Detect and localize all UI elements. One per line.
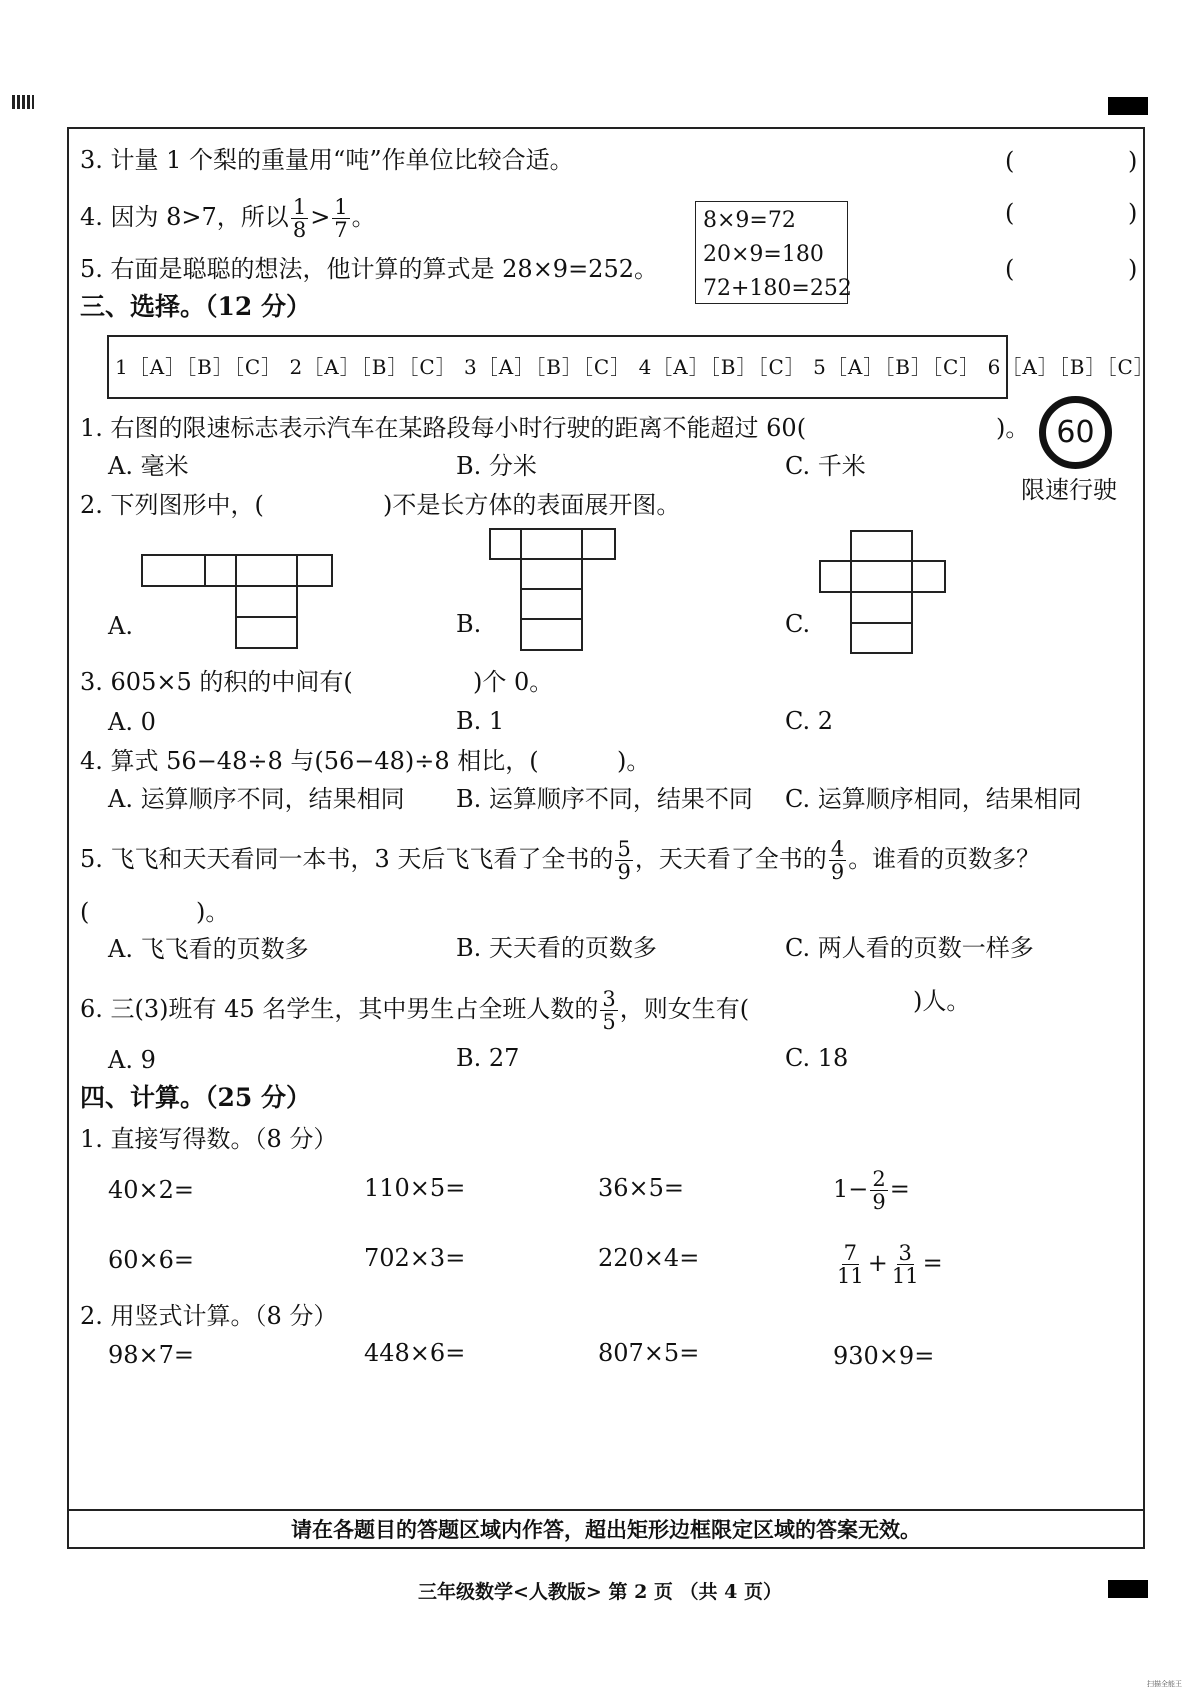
- q4-option-b[interactable]: B. 运算顺序不同，结果不同: [456, 785, 753, 813]
- calc-item-fraction: 1− $\frac{2}{9}$ =: [833, 1167, 910, 1214]
- q6-stem: 6. 三(3)班有 45 名学生，其中男生占全班人数的 $\frac{3}{5}$ ，则女生有(: [80, 987, 750, 1034]
- vertical-calc-item: 807×5=: [598, 1339, 700, 1367]
- speed-limit-number: 60: [1056, 415, 1095, 450]
- q4-option-a[interactable]: A. 运算顺序不同，结果相同: [108, 785, 405, 813]
- q1-option-a[interactable]: A. 毫米: [108, 452, 189, 480]
- q1-option-b[interactable]: B. 分米: [456, 452, 537, 480]
- corner-mark-top-right: [1108, 97, 1148, 115]
- q1-option-c[interactable]: C. 千米: [785, 452, 866, 480]
- notice-divider: [67, 1509, 1145, 1511]
- q6-option-a[interactable]: A. 9: [108, 1046, 156, 1074]
- fraction: $\frac{1}{7}$: [334, 195, 348, 242]
- vertical-calc-item: 98×7=: [108, 1341, 195, 1369]
- net-square: [581, 528, 616, 560]
- q2-stem: 2. 下列图形中，(: [80, 491, 264, 519]
- net-square: [235, 616, 298, 649]
- q4-option-c[interactable]: C. 运算顺序相同，结果相同: [785, 785, 1082, 813]
- calc-item: 36×5=: [598, 1174, 685, 1202]
- q6-end: )人。: [913, 987, 971, 1015]
- net-square: [489, 528, 522, 560]
- net-square: [520, 588, 583, 620]
- q5-option-c[interactable]: C. 两人看的页数一样多: [785, 934, 1034, 962]
- q6-option-b[interactable]: B. 27: [456, 1044, 520, 1072]
- fraction: $\frac{3}{5}$: [602, 987, 616, 1034]
- fraction: $\frac{2}{9}$: [872, 1167, 886, 1214]
- q5-paren: (: [80, 898, 90, 926]
- fraction: $\frac{5}{9}$: [617, 837, 631, 884]
- net-square: [520, 528, 583, 560]
- q3-option-b[interactable]: B. 1: [456, 707, 505, 735]
- section-4-title: 四、计算。（25 分）: [80, 1083, 311, 1112]
- corner-scan-dots: [12, 95, 34, 109]
- net-square: [141, 554, 206, 587]
- judge-item-3: 3. 计量 1 个梨的重量用“吨”作单位比较合适。: [80, 146, 574, 174]
- net-square: [204, 554, 237, 587]
- q1-stem: 1. 右图的限速标志表示汽车在某路段每小时行驶的距离不能超过 60(: [80, 414, 807, 442]
- fraction: $\frac{3}{11}$: [891, 1241, 919, 1288]
- q2-option-a[interactable]: A.: [108, 612, 133, 640]
- judge-item-5: 5. 右面是聪聪的想法，他计算的算式是 28×9=252。: [80, 255, 658, 283]
- q5-option-a[interactable]: A. 飞飞看的页数多: [108, 935, 309, 963]
- q1-end: )。: [996, 414, 1030, 442]
- answer-paren-left: (: [1005, 255, 1015, 283]
- q2-option-c[interactable]: C.: [785, 610, 811, 638]
- net-square: [819, 560, 852, 593]
- net-square: [850, 622, 913, 654]
- net-square: [850, 530, 913, 562]
- section-3-title: 三、选择。（12 分）: [80, 292, 311, 321]
- answer-paren-left: (: [1005, 147, 1015, 175]
- speed-limit-caption: 限速行驶: [1021, 476, 1117, 504]
- calc-item: 110×5=: [364, 1174, 466, 1202]
- q5-option-b[interactable]: B. 天天看的页数多: [456, 934, 657, 962]
- judge-item-4: 4. 因为 8>7，所以 $\frac{1}{8}$ > $\frac{1}{7}$ 。: [80, 195, 376, 242]
- section-4-sub1: 1. 直接写得数。（8 分）: [80, 1125, 338, 1153]
- notice-text: 请在各题目的答题区域内作答，超出矩形边框限定区域的答案无效。: [291, 1517, 921, 1542]
- net-square: [235, 585, 298, 618]
- net-square: [911, 560, 946, 593]
- vertical-calc-item: 448×6=: [364, 1339, 466, 1367]
- net-square: [520, 558, 583, 590]
- section-4-sub2: 2. 用竖式计算。（8 分）: [80, 1302, 338, 1330]
- q3-option-a[interactable]: A. 0: [108, 708, 156, 736]
- speed-limit-sign: [1039, 396, 1112, 469]
- net-square: [235, 554, 298, 587]
- calc-item: 220×4=: [598, 1244, 700, 1272]
- scan-brand-logo: 扫描全能王: [1147, 1680, 1182, 1688]
- net-square: [850, 560, 913, 593]
- q5-stem: 5. 飞飞和天天看同一本书，3 天后飞飞看了全书的 $\frac{5}{9}$ ，天天看了全书的 $\frac{4}{9}$ 。谁看的页数多？: [80, 837, 1041, 884]
- idea-line: 20×9=180: [703, 242, 824, 267]
- q3-option-c[interactable]: C. 2: [785, 707, 834, 735]
- q4-end: )。: [617, 747, 651, 775]
- calc-item: 702×3=: [364, 1244, 466, 1272]
- answer-paren-left: (: [1005, 199, 1015, 227]
- calc-item: 40×2=: [108, 1176, 195, 1204]
- idea-line: 8×9=72: [703, 208, 796, 233]
- idea-line: 72+180=252: [703, 276, 852, 301]
- q3-end: )个 0。: [473, 668, 554, 696]
- net-square: [850, 591, 913, 624]
- fraction: $\frac{4}{9}$: [830, 837, 845, 884]
- vertical-calc-item: 930×9=: [833, 1342, 935, 1370]
- answer-sheet-bubbles[interactable]: 1［A］［B］［C］ 2［A］［B］［C］ 3［A］［B］［C］ 4［A］［B］［C］ 5［A］［B］［C］ 6［A］［B］［C］: [115, 355, 1155, 379]
- answer-paren-right: ): [1128, 147, 1138, 175]
- answer-paren-right: ): [1128, 199, 1138, 227]
- q2-option-b[interactable]: B.: [456, 610, 482, 638]
- q2-end: )不是长方体的表面展开图。: [383, 491, 681, 519]
- answer-paren-right: ): [1128, 255, 1138, 283]
- q3-stem: 3. 605×5 的积的中间有(: [80, 668, 353, 696]
- calc-item-fraction: $\frac{7}{11}$ + $\frac{3}{11}$ =: [837, 1241, 943, 1288]
- q6-option-c[interactable]: C. 18: [785, 1044, 849, 1072]
- net-square: [520, 618, 583, 651]
- judge-4-prefix: 4. 因为 8>7，所以: [80, 203, 289, 231]
- q5-end: )。: [196, 898, 230, 926]
- calc-item: 60×6=: [108, 1246, 195, 1274]
- q4-stem: 4. 算式 56−48÷8 与(56−48)÷8 相比，(: [80, 747, 539, 775]
- fraction: $\frac{1}{8}$: [292, 195, 307, 242]
- fraction: $\frac{7}{11}$: [837, 1241, 864, 1288]
- net-square: [296, 554, 333, 587]
- page-footer: 三年级数学<人教版> 第 2 页 （共 4 页）: [418, 1581, 782, 1603]
